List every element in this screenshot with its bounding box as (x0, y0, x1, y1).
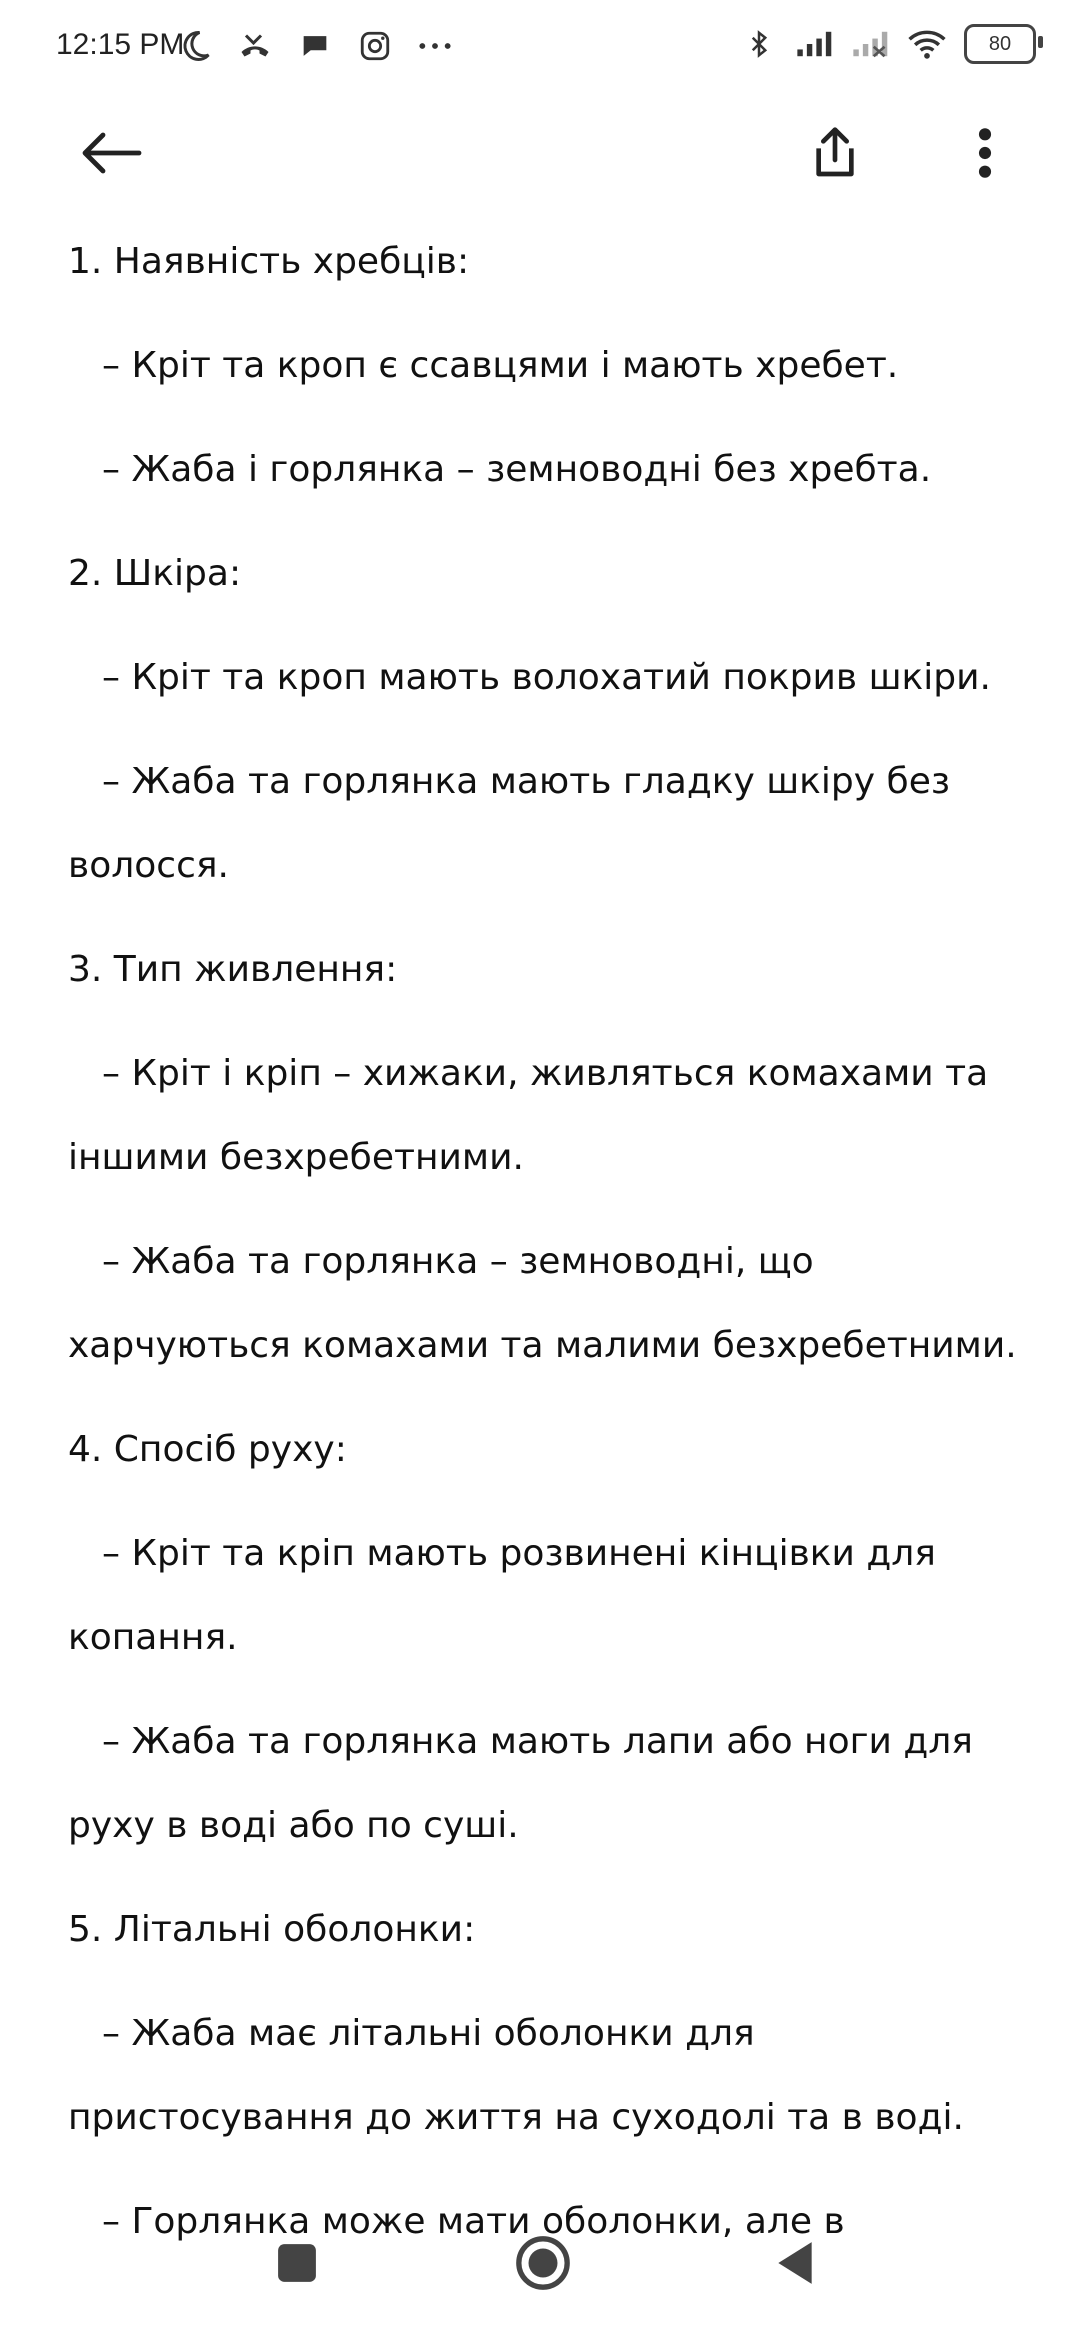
heading-vertebrae: 1. Наявність хребців: (68, 241, 470, 282)
list-item: – Кріт та кріп мають розвинені кінцівки для копання. (68, 1533, 936, 1658)
more-dots-icon (416, 24, 454, 68)
recent-apps-button[interactable] (262, 2230, 332, 2300)
bluetooth-icon (740, 22, 778, 66)
chat-bubble-icon (296, 24, 334, 68)
battery-level: 80 (988, 32, 1012, 55)
more-vertical-icon (975, 125, 995, 185)
list-item: – Жаба і горлянка – земноводні без хребта. (102, 449, 932, 490)
heading-diet: 3. Тип живлення: (68, 949, 398, 990)
square-recent-icon (276, 2242, 318, 2288)
heading-movement: 4. Спосіб руху: (68, 1429, 347, 1470)
list-item: – Жаба має літальні оболонки для пристосування до життя на суходолі та в воді. (68, 2013, 964, 2138)
list-item: – Жаба та горлянка мають гладку шкіру без волосся. (68, 761, 951, 886)
note-content (68, 220, 1028, 2284)
status-bar (0, 0, 1080, 100)
instagram-icon (356, 24, 394, 68)
list-item: – Жаба та горлянка – земноводні, що харчуються комахами та малими безхребетними. (68, 1241, 1017, 1366)
more-options-button[interactable] (940, 110, 1030, 200)
share-icon (807, 125, 863, 185)
signal-icon (796, 22, 834, 66)
heading-membranes: 5. Літальні оболонки: (68, 1909, 476, 1950)
status-left-icons (176, 24, 454, 68)
list-item: – Кріт та кроп мають волохатий покрив шкіри. (102, 657, 991, 698)
arrow-back-icon (79, 128, 143, 182)
battery-icon (964, 24, 1036, 64)
moon-icon (176, 24, 214, 68)
signal-off-icon (852, 22, 890, 66)
nav-back-button[interactable] (760, 2230, 830, 2300)
status-right-icons (740, 22, 1036, 66)
status-time: 12:15 PM (56, 28, 185, 61)
triangle-back-icon (773, 2238, 817, 2292)
list-item: – Кріт та кроп є ссавцями і мають хребет. (102, 345, 899, 386)
back-button[interactable] (66, 110, 156, 200)
heading-skin: 2. Шкіра: (68, 553, 242, 594)
list-item: – Горлянка може мати оболонки, але в (102, 2201, 845, 2242)
missed-call-icon (236, 24, 274, 68)
share-button[interactable] (790, 110, 880, 200)
list-item: – Кріт і кріп – хижаки, живляться комахами та іншими безхребетними. (68, 1053, 989, 1178)
app-bar (0, 110, 1080, 200)
list-item: – Жаба та горлянка мають лапи або ноги для руху в воді або по суші. (68, 1721, 973, 1846)
wifi-icon (908, 22, 946, 66)
circle-home-icon (514, 2234, 572, 2296)
home-button[interactable] (508, 2230, 578, 2300)
